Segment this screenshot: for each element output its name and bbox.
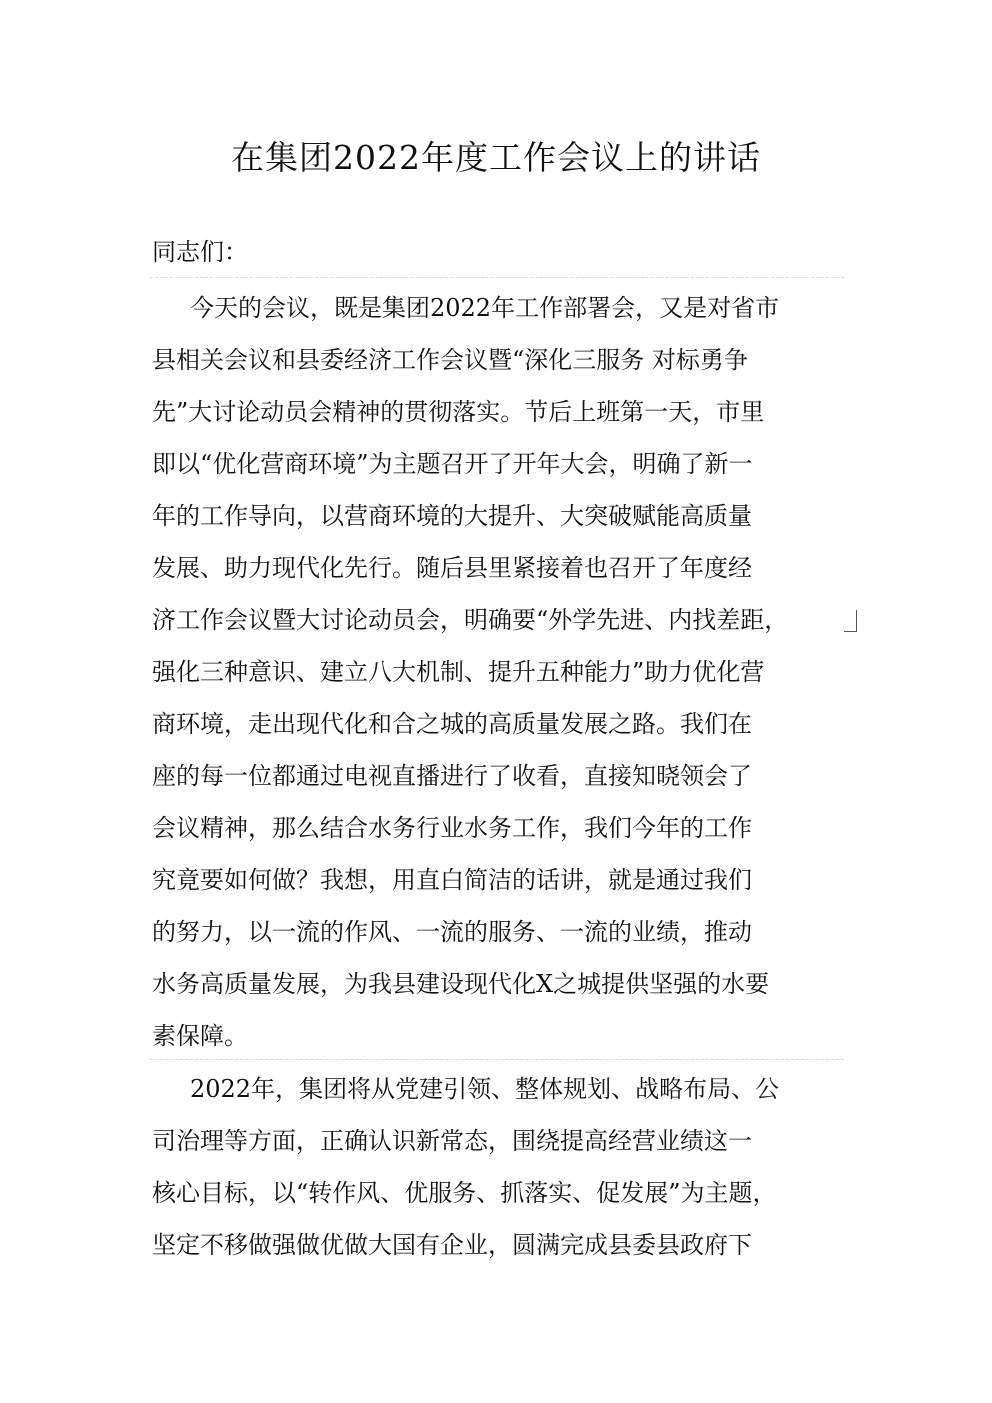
- paragraph-2: [152, 1063, 842, 1271]
- paragraph-line: 素保障。: [152, 1022, 248, 1050]
- paragraph-line: 县相关会议和县委经济工作会议暨“深化三服务 对标勇争: [152, 346, 748, 374]
- paragraph-divider: [150, 1059, 844, 1060]
- paragraph-line: 座的每一位都通过电视直播进行了收看，直接知晓领会了: [152, 762, 752, 790]
- document-title: 在集团2022年度工作会议上的讲话: [231, 138, 761, 177]
- paragraph-1: [152, 282, 842, 1062]
- paragraph-line: 的努力，以一流的作风、一流的服务、一流的业绩，推动: [152, 918, 752, 946]
- paragraph-line: 坚定不移做强做优做大国有企业，圆满完成县委县政府下: [152, 1231, 752, 1259]
- paragraph-line: 会议精神，那么结合水务行业水务工作，我们今年的工作: [152, 814, 752, 842]
- paragraph-divider: [150, 277, 844, 278]
- margin-mark: [844, 631, 857, 632]
- paragraph-line: 2022年，集团将从党建引领、整体规划、战略布局、公: [190, 1075, 780, 1103]
- paragraph-line: 强化三种意识、建立八大机制、提升五种能力”助力优化营: [152, 658, 765, 686]
- paragraph-line: 水务高质量发展，为我县建设现代化X之城提供坚强的水要: [152, 970, 770, 998]
- paragraph-line: 商环境，走出现代化和合之城的高质量发展之路。我们在: [152, 710, 752, 738]
- paragraph-line: 济工作会议暨大讨论动员会，明确要“外学先进、内找差距，: [152, 606, 789, 634]
- paragraph-line: 先”大讨论动员会精神的贯彻落实。节后上班第一天，市里: [152, 398, 765, 426]
- paragraph-line: 核心目标，以“转作风、优服务、抓落实、促发展”为主题，: [152, 1179, 777, 1207]
- paragraph-line: 即以“优化营商环境”为主题召开了开年大会，明确了新一: [152, 450, 753, 478]
- margin-mark: [856, 610, 857, 632]
- paragraph-line: 司治理等方面，正确认识新常态，围绕提高经营业绩这一: [152, 1127, 752, 1155]
- paragraph-line: 今天的会议，既是集团2022年工作部署会，又是对省市: [190, 294, 780, 322]
- paragraph-line: 究竟要如何做？我想，用直白简洁的话讲，就是通过我们: [152, 866, 752, 894]
- paragraph-line: 发展、助力现代化先行。随后县里紧接着也召开了年度经: [152, 554, 752, 582]
- greeting: 同志们：: [152, 238, 248, 266]
- paragraph-line: 年的工作导向，以营商环境的大提升、大突破赋能高质量: [152, 502, 752, 530]
